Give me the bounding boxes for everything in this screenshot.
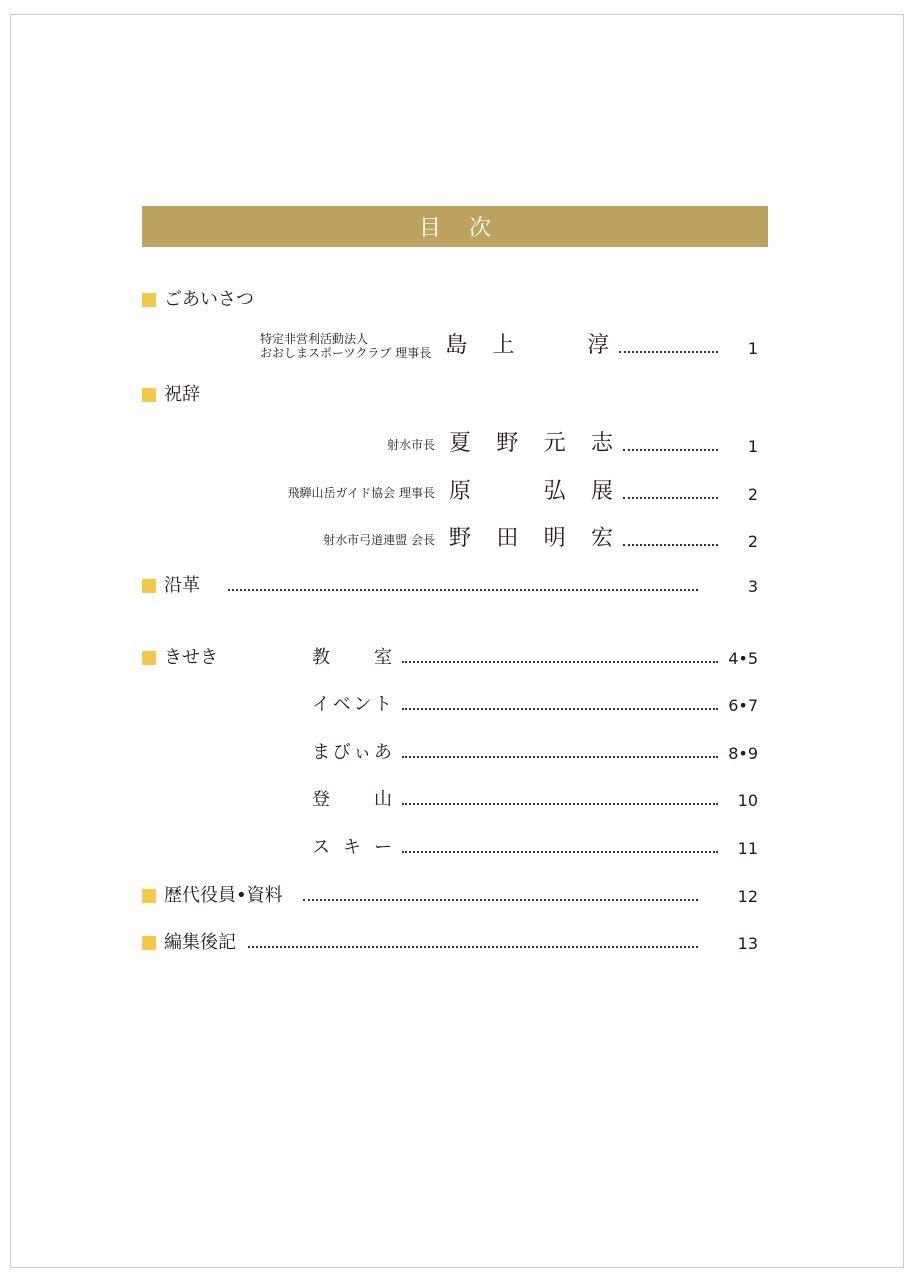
sub-entry-label: ス キ ー: [312, 837, 392, 858]
dot-leader: [228, 589, 698, 591]
dot-leader: [402, 661, 718, 663]
square-bullet-icon: [142, 579, 156, 593]
toc-title: 目次: [418, 216, 519, 241]
toc-entry-congrats-3[interactable]: [142, 523, 758, 553]
dot-leader: [303, 899, 698, 901]
sub-entry-label: イ ベ ン ト: [312, 694, 392, 715]
toc-entry-footprints-ski[interactable]: [142, 834, 758, 860]
toc-title-bar: [142, 206, 768, 247]
page-number: 2: [747, 532, 758, 551]
square-bullet-icon: [142, 293, 156, 307]
dot-leader: [402, 708, 718, 710]
square-bullet-icon: [142, 651, 156, 665]
page-number: 10: [737, 791, 758, 810]
toc-entry-footprints-events[interactable]: [142, 691, 758, 717]
square-bullet-icon: [142, 936, 156, 950]
page-number: 12: [737, 887, 758, 906]
toc-entry-footprints-climbing[interactable]: [142, 786, 758, 812]
role-label: 射水市長: [386, 438, 435, 452]
dot-leader: [402, 756, 718, 758]
page-number: 11: [737, 839, 758, 858]
page-number: 1: [747, 437, 758, 456]
sub-entry-label: 教 室: [312, 647, 392, 668]
role-line-1: 特定非営利活動法人: [260, 332, 369, 346]
square-bullet-icon: [142, 889, 156, 903]
section-title: 祝辞: [164, 384, 200, 405]
person-name: 島 上 淳: [445, 333, 610, 358]
dot-leader: [619, 351, 718, 353]
page-number: 4•5: [728, 649, 758, 668]
dot-leader: [623, 449, 718, 451]
section-title: 沿革: [164, 575, 200, 596]
toc-entry-footprints-mabia[interactable]: [142, 739, 758, 765]
sub-entry-label: ま び ぃ あ: [312, 742, 392, 763]
person-name: 夏 野 元 志: [449, 431, 613, 456]
toc-entry-congrats-2[interactable]: [142, 476, 758, 506]
section-title: きせき: [164, 647, 218, 668]
section-greeting: [142, 286, 758, 312]
person-name: 野 田 明 宏: [449, 526, 613, 551]
toc-entry-greeting[interactable]: [142, 330, 758, 360]
square-bullet-icon: [142, 388, 156, 402]
section-title: 編集後記: [164, 932, 236, 953]
page-number: 1: [747, 339, 758, 358]
toc-entry-afterword[interactable]: [142, 929, 758, 955]
role-label: 射水市弓道連盟 会長: [323, 533, 435, 547]
toc-entry-congrats-1[interactable]: [142, 428, 758, 458]
dot-leader: [402, 851, 718, 853]
sub-entry-label: 登 山: [312, 789, 392, 810]
page-number: 2: [747, 485, 758, 504]
role-block: [260, 332, 431, 360]
page-number: 3: [747, 577, 758, 596]
toc-entry-officers[interactable]: [142, 882, 758, 908]
dot-leader: [402, 803, 718, 805]
person-name: 原 弘 展: [449, 479, 613, 504]
dot-leader: [623, 544, 718, 546]
dot-leader: [248, 946, 698, 948]
page-number: 8•9: [728, 744, 758, 763]
page-number: 6•7: [728, 696, 758, 715]
toc-entry-footprints-classes[interactable]: [142, 644, 758, 670]
section-congratulations: [142, 381, 758, 407]
section-title: ごあいさつ: [164, 289, 254, 310]
page-number: 13: [737, 934, 758, 953]
role-line-2: おおしまスポーツクラブ 理事長: [260, 346, 432, 360]
document-page: [10, 14, 904, 1268]
toc-entry-history[interactable]: [142, 572, 758, 598]
role-label: 飛騨山岳ガイド協会 理事長: [287, 486, 435, 500]
section-title: 歴代役員•資料: [164, 885, 283, 906]
dot-leader: [623, 497, 718, 499]
